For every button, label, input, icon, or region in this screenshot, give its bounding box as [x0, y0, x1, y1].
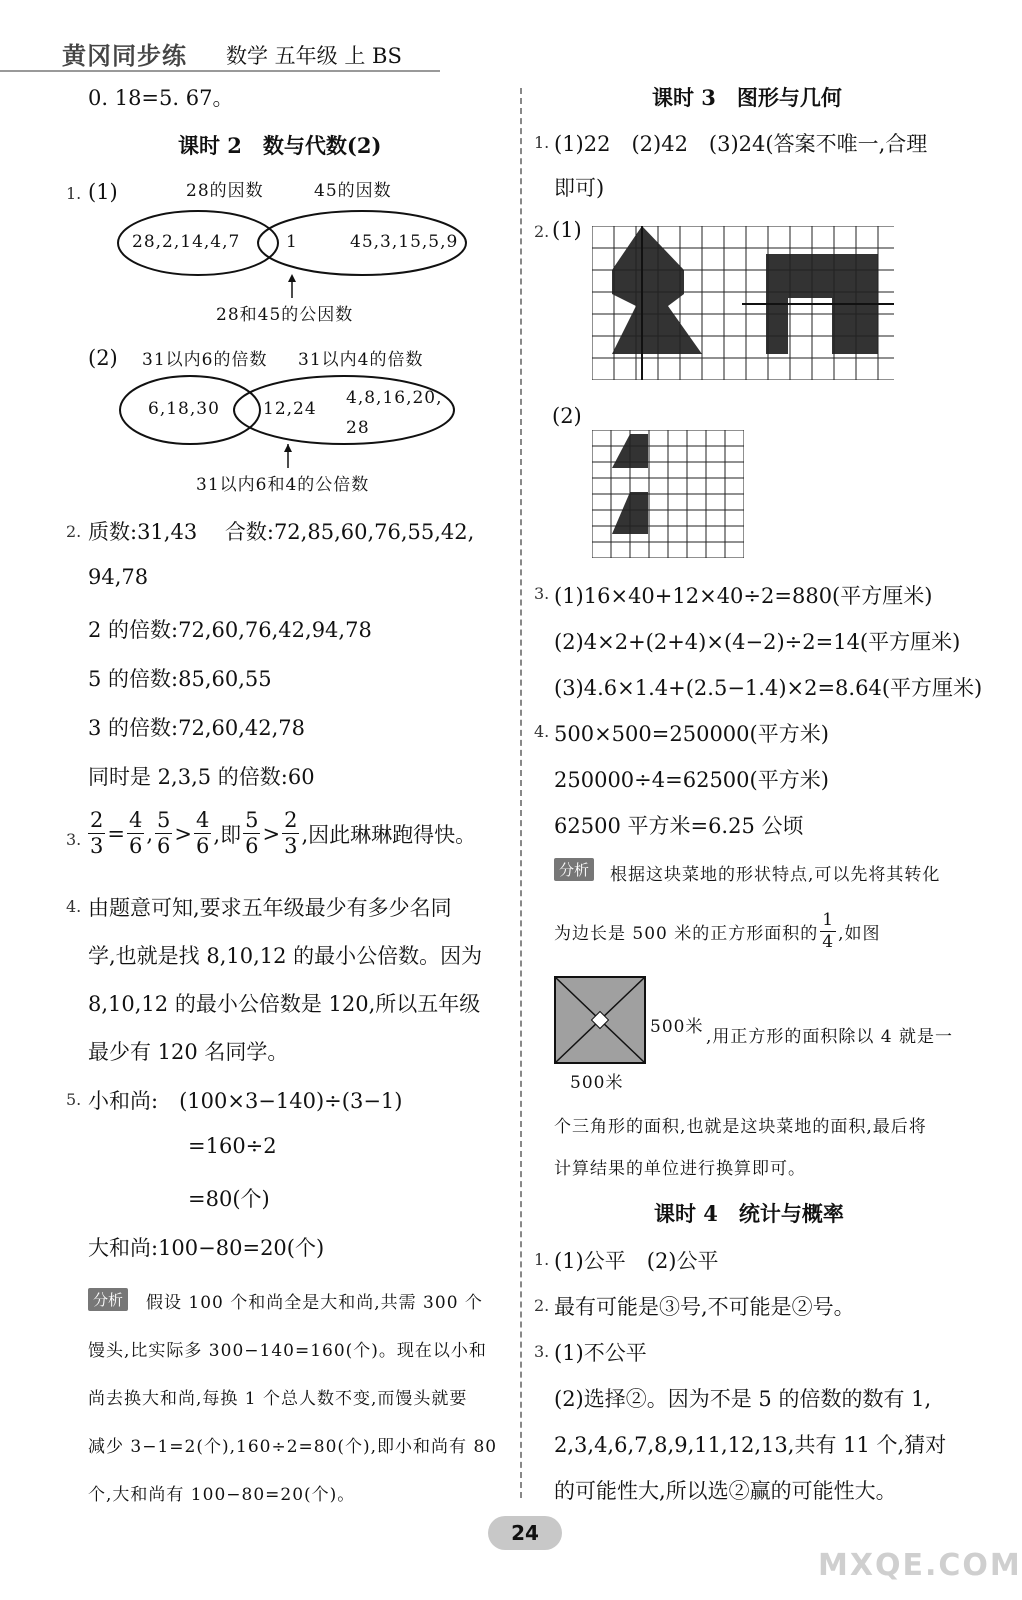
q3-frac-3: $\frac{5}{6}$ [157, 808, 171, 858]
watermark: MXQE.COM [818, 1548, 1022, 1583]
q3-ji: ,即 [213, 822, 242, 847]
r-q2-part1-label: (1) [552, 218, 582, 242]
right-analysis-fraction: $\frac{1}{4}$ [822, 910, 835, 952]
grid-figure-2-svg [592, 430, 744, 558]
p2-text: 最有可能是③号,不可能是②号。 [554, 1295, 855, 1319]
venn-multiples-svg [0, 0, 520, 500]
q2-line2: 94,78 [88, 565, 149, 589]
q4-line3: 8,10,12 的最小公倍数是 120,所以五年级 [88, 992, 481, 1016]
right-analysis-line2-pre: 为边长是 500 米的正方形面积的 [554, 924, 819, 944]
right-analysis-line4: 个三角形的面积,也就是这块菜地的面积,最后将 [554, 1117, 927, 1137]
r-q2-part2-label: (2) [552, 404, 582, 428]
header-subject: 数学 五年级 上 BS [226, 44, 402, 68]
venn2-center-values: 12,24 [263, 399, 317, 419]
r-q3-number: 3. [534, 584, 550, 603]
p3-line2: (2)选择②。因为不是 5 的倍数的数有 1, [554, 1387, 932, 1411]
r-q1-number: 1. [534, 133, 550, 152]
r-q4-line2: 250000÷4=62500(平方米) [554, 768, 829, 792]
left-analysis-tag: 分析 [88, 1288, 128, 1311]
q3-frac-2: $\frac{4}{6}$ [128, 808, 143, 858]
right-analysis-line2-post: ,如图 [838, 924, 881, 944]
venn1-right-values: 45,3,15,5,9 [350, 232, 459, 252]
column-divider [520, 88, 522, 1498]
venn1-caption: 28和45的公因数 [216, 305, 354, 325]
q4-line2: 学,也就是找 8,10,12 的最小公倍数。因为 [88, 944, 483, 968]
q3-tail: ,因此琳琳跑得快。 [301, 822, 477, 847]
q2-line6: 同时是 2,3,5 的倍数:60 [88, 765, 315, 789]
grid-figure-1 [592, 226, 894, 384]
q3-gt2: > [262, 821, 281, 846]
p3-line1: (1)不公平 [554, 1341, 647, 1365]
square-diagram-svg [554, 976, 646, 1064]
venn2-right-title: 31以内4的倍数 [298, 350, 424, 370]
header-brand: 黄冈同步练 [62, 42, 187, 70]
p3-number: 3. [534, 1342, 550, 1361]
q1-part1-label: (1) [88, 180, 118, 204]
p3-line4: 的可能性大,所以选②赢的可能性大。 [554, 1479, 897, 1503]
right-analysis-line2 [554, 912, 881, 951]
venn1-left-values: 28,2,14,4,7 [132, 232, 241, 252]
q4-line1: 由题意可知,要求五年级最少有多少名同 [88, 896, 452, 920]
q3-frac-6: $\frac{2}{3}$ [284, 808, 298, 858]
q5-line2: =160÷2 [188, 1134, 277, 1158]
section-2-title: 课时 2 数与代数(2) [178, 133, 382, 158]
q2-line1: 质数:31,43 合数:72,85,60,76,55,42, [88, 520, 475, 544]
left-analysis-line2: 馒头,比实际多 300−140=160(个)。现在以小和 [88, 1341, 487, 1361]
page-number: 24 [511, 1521, 539, 1545]
grid-figure-1-svg [592, 226, 894, 380]
left-analysis-line5: 个,大和尚有 100−80=20(个)。 [88, 1485, 356, 1505]
shape-arrow-figure [612, 226, 702, 354]
venn2-caption: 31以内6和4的公倍数 [196, 475, 370, 495]
r-q3-line1: (1)16×40+12×40÷2=880(平方厘米) [554, 584, 933, 608]
right-analysis-line5: 计算结果的单位进行换算即可。 [554, 1159, 806, 1179]
q3-comma: , [146, 821, 154, 846]
q3-frac-5: $\frac{5}{6}$ [245, 808, 259, 858]
venn2-arrowhead [284, 444, 292, 452]
r-q1-line2: 即可) [554, 176, 605, 200]
q5-line3: =80(个) [188, 1187, 270, 1211]
q2-line5: 3 的倍数:72,60,42,78 [88, 716, 306, 740]
q1-part2-label: (2) [88, 346, 118, 370]
q5-line1: 小和尚: (100×3−140)÷(3−1) [88, 1089, 403, 1113]
q4-number: 4. [66, 897, 82, 916]
q3-gt: > [174, 821, 193, 846]
left-analysis-line3: 尚去换大和尚,每换 1 个总人数不变,而馒头就要 [88, 1389, 468, 1409]
top-line: 0. 18=5. 67。 [88, 86, 234, 110]
r-q4-line1: 500×500=250000(平方米) [554, 722, 829, 746]
p1-number: 1. [534, 1250, 550, 1269]
p3-line3: 2,3,4,6,7,8,9,11,12,13,共有 11 个,猜对 [554, 1433, 947, 1457]
square-side-label: 500米 [650, 1017, 704, 1037]
r-q1-line1: (1)22 (2)42 (3)24(答案不唯一,合理 [554, 132, 928, 156]
q1-number: 1. [66, 184, 82, 203]
square-diagram [554, 976, 646, 1068]
right-analysis-line1: 根据这块菜地的形状特点,可以先将其转化 [610, 865, 941, 885]
q5-number: 5. [66, 1090, 82, 1109]
venn2-right-values-2: 28 [346, 418, 370, 438]
q3-frac-1: $\frac{2}{3}$ [90, 808, 104, 858]
right-analysis-tag: 分析 [554, 858, 594, 881]
p1-text: (1)公平 (2)公平 [554, 1249, 719, 1273]
r-q4-line3: 62500 平方米=6.25 公顷 [554, 814, 804, 838]
right-analysis-line3: ,用正方形的面积除以 4 就是一 [706, 1027, 954, 1047]
venn2-left-title: 31以内6的倍数 [142, 350, 268, 370]
q2-line4: 5 的倍数:85,60,55 [88, 667, 272, 691]
section-3-title: 课时 3 图形与几何 [652, 85, 842, 110]
venn1-left-title: 28的因数 [186, 181, 264, 201]
r-q2-number: 2. [534, 222, 550, 241]
grid-figure-2 [592, 430, 744, 562]
venn2-right-values-1: 4,8,16,20, [346, 388, 443, 408]
q3-frac-4: $\frac{4}{6}$ [196, 808, 210, 858]
venn2-left-values: 6,18,30 [148, 399, 220, 419]
r-q3-line2: (2)4×2+(2+4)×(4−2)÷2=14(平方厘米) [554, 630, 961, 654]
q2-line3: 2 的倍数:72,60,76,42,94,78 [88, 618, 372, 642]
left-analysis-line4: 减少 3−1=2(个),160÷2=80(个),即小和尚有 80 [88, 1437, 498, 1457]
q5-line4: 大和尚:100−80=20(个) [88, 1236, 325, 1260]
q2-number: 2. [66, 522, 82, 541]
q3-number: 3. [66, 830, 82, 849]
square-bottom-label: 500米 [570, 1073, 624, 1093]
section-4-title: 课时 4 统计与概率 [654, 1201, 844, 1226]
q3-eq: = [107, 821, 125, 846]
venn1-right-title: 45的因数 [314, 181, 392, 201]
q4-line4: 最少有 120 名同学。 [88, 1040, 289, 1064]
left-analysis-line1: 假设 100 个和尚全是大和尚,共需 300 个 [146, 1293, 483, 1313]
r-q4-number: 4. [534, 722, 550, 741]
shape-notch-gap [788, 298, 832, 354]
r-q3-line3: (3)4.6×1.4+(2.5−1.4)×2=8.64(平方厘米) [554, 676, 983, 700]
page-number-badge [488, 1516, 562, 1550]
venn1-center-values: 1 [286, 232, 298, 252]
q3-comparison [86, 810, 476, 857]
p2-number: 2. [534, 1296, 550, 1315]
